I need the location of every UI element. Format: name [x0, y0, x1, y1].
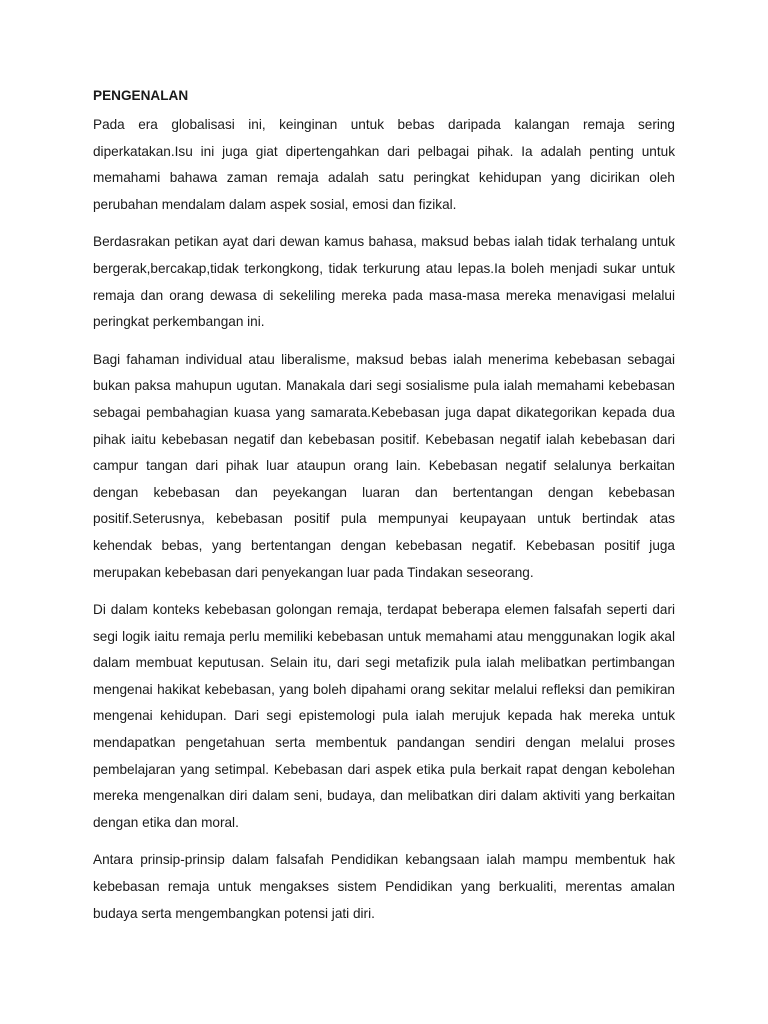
paragraph-3: Bagi fahaman individual atau liberalisme, maksud bebas ialah menerima kebebasan sebagai bukan paksa mahupun ugutan. Manakala dari segi sosialisme pula ialah memahami kebebasan sebagai pembahagian kuasa yang samarata.Kebebasan juga dapat dikategorikan kepada dua pihak iaitu kebebasan negatif dan kebebasan positif. Kebebasan negatif ialah kebebasan dari campur tangan dari pihak luar ataupun orang lain. Kebebasan negatif selalunya berkaitan dengan kebebasan dan peyekangan luaran dan bertentangan dengan kebebasan positif.Seterusnya, kebebasan positif pula mempunyai keupayaan untuk bertindak atas kehendak bebas, yang bertentangan dengan kebebasan negatif. Kebebasan positif juga merupakan kebebasan dari penyekangan luar pada Tindakan seseorang. [93, 351, 675, 580]
paragraph-4: Di dalam konteks kebebasan golongan remaja, terdapat beberapa elemen falsafah seperti dari segi logik iaitu remaja perlu memiliki kebebasan untuk memahami atau menggunakan logik akal dalam membuat keputusan. Selain itu, dari segi metafizik pula ialah melibatkan pertimbangan mengenai hakikat kebebasan, yang boleh dipahami orang sekitar melalui refleksi dan pemikiran mengenai kehidupan. Dari segi epistemologi pula ialah merujuk kepada hak mereka untuk mendapatkan pengetahuan serta membentuk pandangan sendiri dengan melalui proses pembelajaran yang setimpal. Kebebasan dari aspek etika pula berkait rapat dengan kebolehan mereka mengenalkan diri dalam seni, budaya, dan melibatkan diri dalam aktiviti yang berkaitan dengan etika dan moral. [93, 602, 675, 830]
paragraph-5: Antara prinsip-prinsip dalam falsafah Pendidikan kebangsaan ialah mampu membentuk hak kebebasan remaja untuk mengakses sistem Pendidikan yang berkualiti, merentas amalan budaya serta mengembangkan potensi jati diri. [93, 852, 675, 921]
paragraph-1: Pada era globalisasi ini, keinginan untuk bebas daripada kalangan remaja sering diperkatakan.Isu ini juga giat dipertengahkan dari pelbagai pihak. Ia adalah penting untuk memahami bahawa zaman remaja adalah satu peringkat kehidupan yang dicirikan oleh perubahan mendalam dalam aspek sosial, emosi dan fizikal. [93, 117, 675, 212]
paragraph-2: Berdasrakan petikan ayat dari dewan kamus bahasa, maksud bebas ialah tidak terhalang untuk bergerak,bercakap,tidak terkongkong, tidak terkurung atau lepas.Ia boleh menjadi sukar untuk remaja dan orang dewasa di sekeliling mereka pada masa-masa mereka menavigasi melalui peringkat perkembangan ini. [93, 234, 675, 330]
section-heading: PENGENALAN [93, 88, 189, 103]
document-page [93, 86, 675, 938]
